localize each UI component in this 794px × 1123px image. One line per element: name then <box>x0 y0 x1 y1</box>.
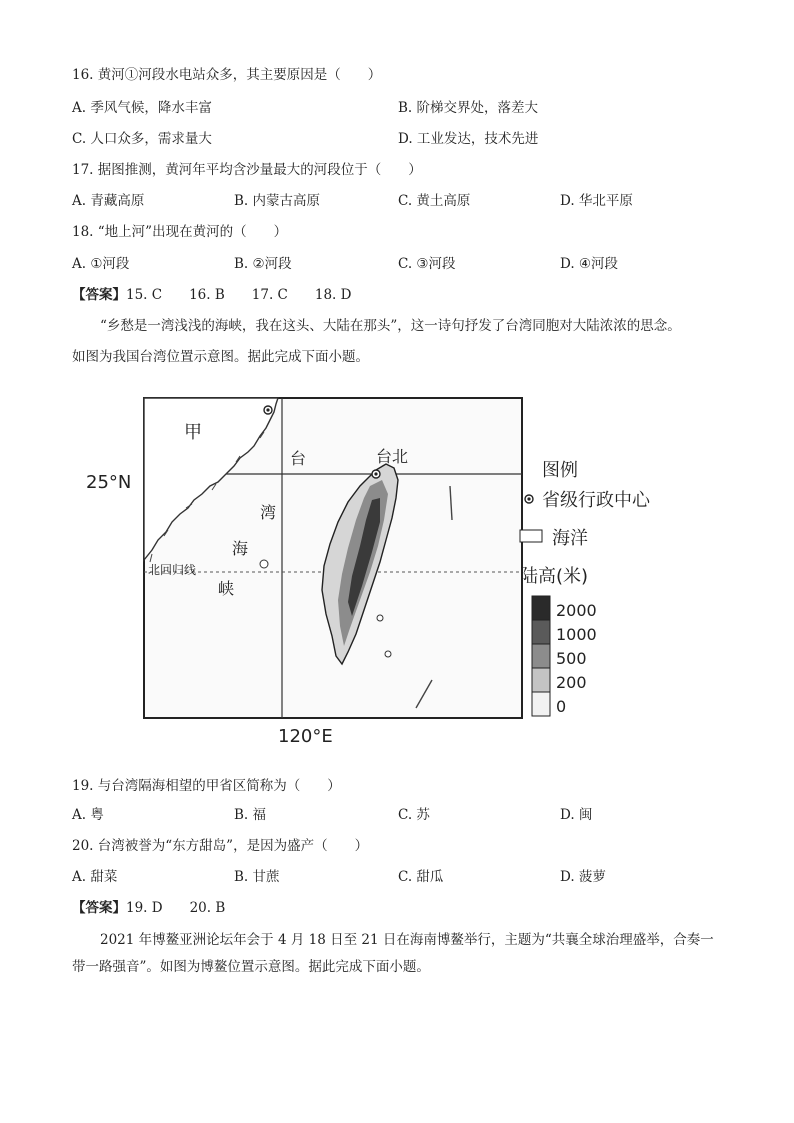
q18-option-d: D. ④河段 <box>560 256 619 272</box>
legend-level-2000: 2000 <box>556 601 597 620</box>
q17-option-a: A. 青藏高原 <box>72 193 145 209</box>
answer-text: 15. C 16. B 17. C 18. D <box>126 287 352 303</box>
label-tai: 台 <box>290 449 307 468</box>
legend-level-1000: 1000 <box>556 625 597 644</box>
answer-tag: 【答案】 <box>72 287 126 303</box>
legend-level-0: 0 <box>556 697 567 716</box>
answer-tag-2: 【答案】 <box>72 900 126 916</box>
label-xia: 峡 <box>218 579 235 598</box>
legend-capital-icon-center <box>527 497 530 500</box>
q16-option-c: C. 人口众多，需求量大 <box>72 131 212 147</box>
legend-elevation-title: 陆高(米) <box>520 566 589 587</box>
answer-text-2: 19. D 20. B <box>126 900 226 916</box>
latitude-label: 25°N <box>86 472 132 493</box>
q18-stem: 18. “地上河”出现在黄河的（ ） <box>72 224 288 240</box>
legend-title: 图例 <box>542 460 578 481</box>
label-jia: 甲 <box>184 422 202 443</box>
q18-option-a: A. ①河段 <box>72 256 130 272</box>
penghu-island <box>260 560 268 568</box>
label-hai: 海 <box>232 539 249 558</box>
q19-stem: 19. 与台湾隔海相望的甲省区简称为（ ） <box>72 778 341 794</box>
q20-option-c: C. 甜瓜 <box>398 869 444 885</box>
legend-capital-label: 省级行政中心 <box>542 490 650 511</box>
legend-level-200: 200 <box>556 673 587 692</box>
taipei-capital-dot-center <box>374 472 377 475</box>
intro1-line2: 如图为我国台湾位置示意图。据此完成下面小题。 <box>72 349 369 365</box>
q16-option-d: D. 工业发达，技术先进 <box>398 131 539 147</box>
answer-line-1 <box>72 286 351 304</box>
legend-ocean-swatch <box>520 530 542 542</box>
island-small-2 <box>385 651 391 657</box>
q19-option-c: C. 苏 <box>398 807 430 823</box>
q18-option-b: B. ②河段 <box>234 256 292 272</box>
q20-option-b: B. 甘蔗 <box>234 869 280 885</box>
q19-option-a: A. 粤 <box>72 807 104 823</box>
q17-option-c: C. 黄土高原 <box>398 193 471 209</box>
tropic-label: 北回归线 <box>148 563 197 577</box>
label-wan: 湾 <box>260 503 277 522</box>
intro1-line1: “乡愁是一湾浅浅的海峡，我在这头、大陆在那头”，这一诗句抒发了台湾同胞对大陆浓浓的思念。 <box>100 318 681 334</box>
mainland-capital-dot-center <box>266 408 269 411</box>
legend-swatch-0 <box>532 692 550 716</box>
taiwan-location-map <box>80 390 720 750</box>
q19-option-b: B. 福 <box>234 807 267 823</box>
legend-swatch-1000 <box>532 620 550 644</box>
q18-option-c: C. ③河段 <box>398 256 456 272</box>
q20-stem: 20. 台湾被誉为“东方甜岛”，是因为盛产（ ） <box>72 838 369 854</box>
q16-option-b: B. 阶梯交界处，落差大 <box>398 100 539 116</box>
longitude-label: 120°E <box>278 726 333 747</box>
legend-swatch-2000 <box>532 596 550 620</box>
legend-elevation-scale <box>532 596 597 716</box>
island-small-1 <box>377 615 383 621</box>
q17-option-b: B. 内蒙古高原 <box>234 193 321 209</box>
q20-option-a: A. 甜菜 <box>72 869 118 885</box>
legend-ocean-label: 海洋 <box>552 528 588 549</box>
q17-option-d: D. 华北平原 <box>560 193 633 209</box>
q19-option-d: D. 闽 <box>560 807 593 823</box>
intro2-paragraph: 2021 年博鳌亚洲论坛年会于 4 月 18 日至 21 日在海南博鳌举行，主题为“共襄全球治理盛举，合奏一带一路强音”。如图为博鳌位置示意图。据此完成下面小题。 <box>72 932 714 975</box>
q16-stem: 16. 黄河①河段水电站众多，其主要原因是（ ） <box>72 67 382 83</box>
q16-option-a: A. 季风气候，降水丰富 <box>72 100 212 116</box>
answer-line-2 <box>72 899 225 917</box>
legend-level-500: 500 <box>556 649 587 668</box>
legend-swatch-200 <box>532 668 550 692</box>
q20-option-d: D. 菠萝 <box>560 869 606 885</box>
q17-stem: 17. 据图推测，黄河年平均含沙量最大的河段位于（ ） <box>72 162 422 178</box>
label-taipei: 台北 <box>376 447 409 466</box>
legend-swatch-500 <box>532 644 550 668</box>
